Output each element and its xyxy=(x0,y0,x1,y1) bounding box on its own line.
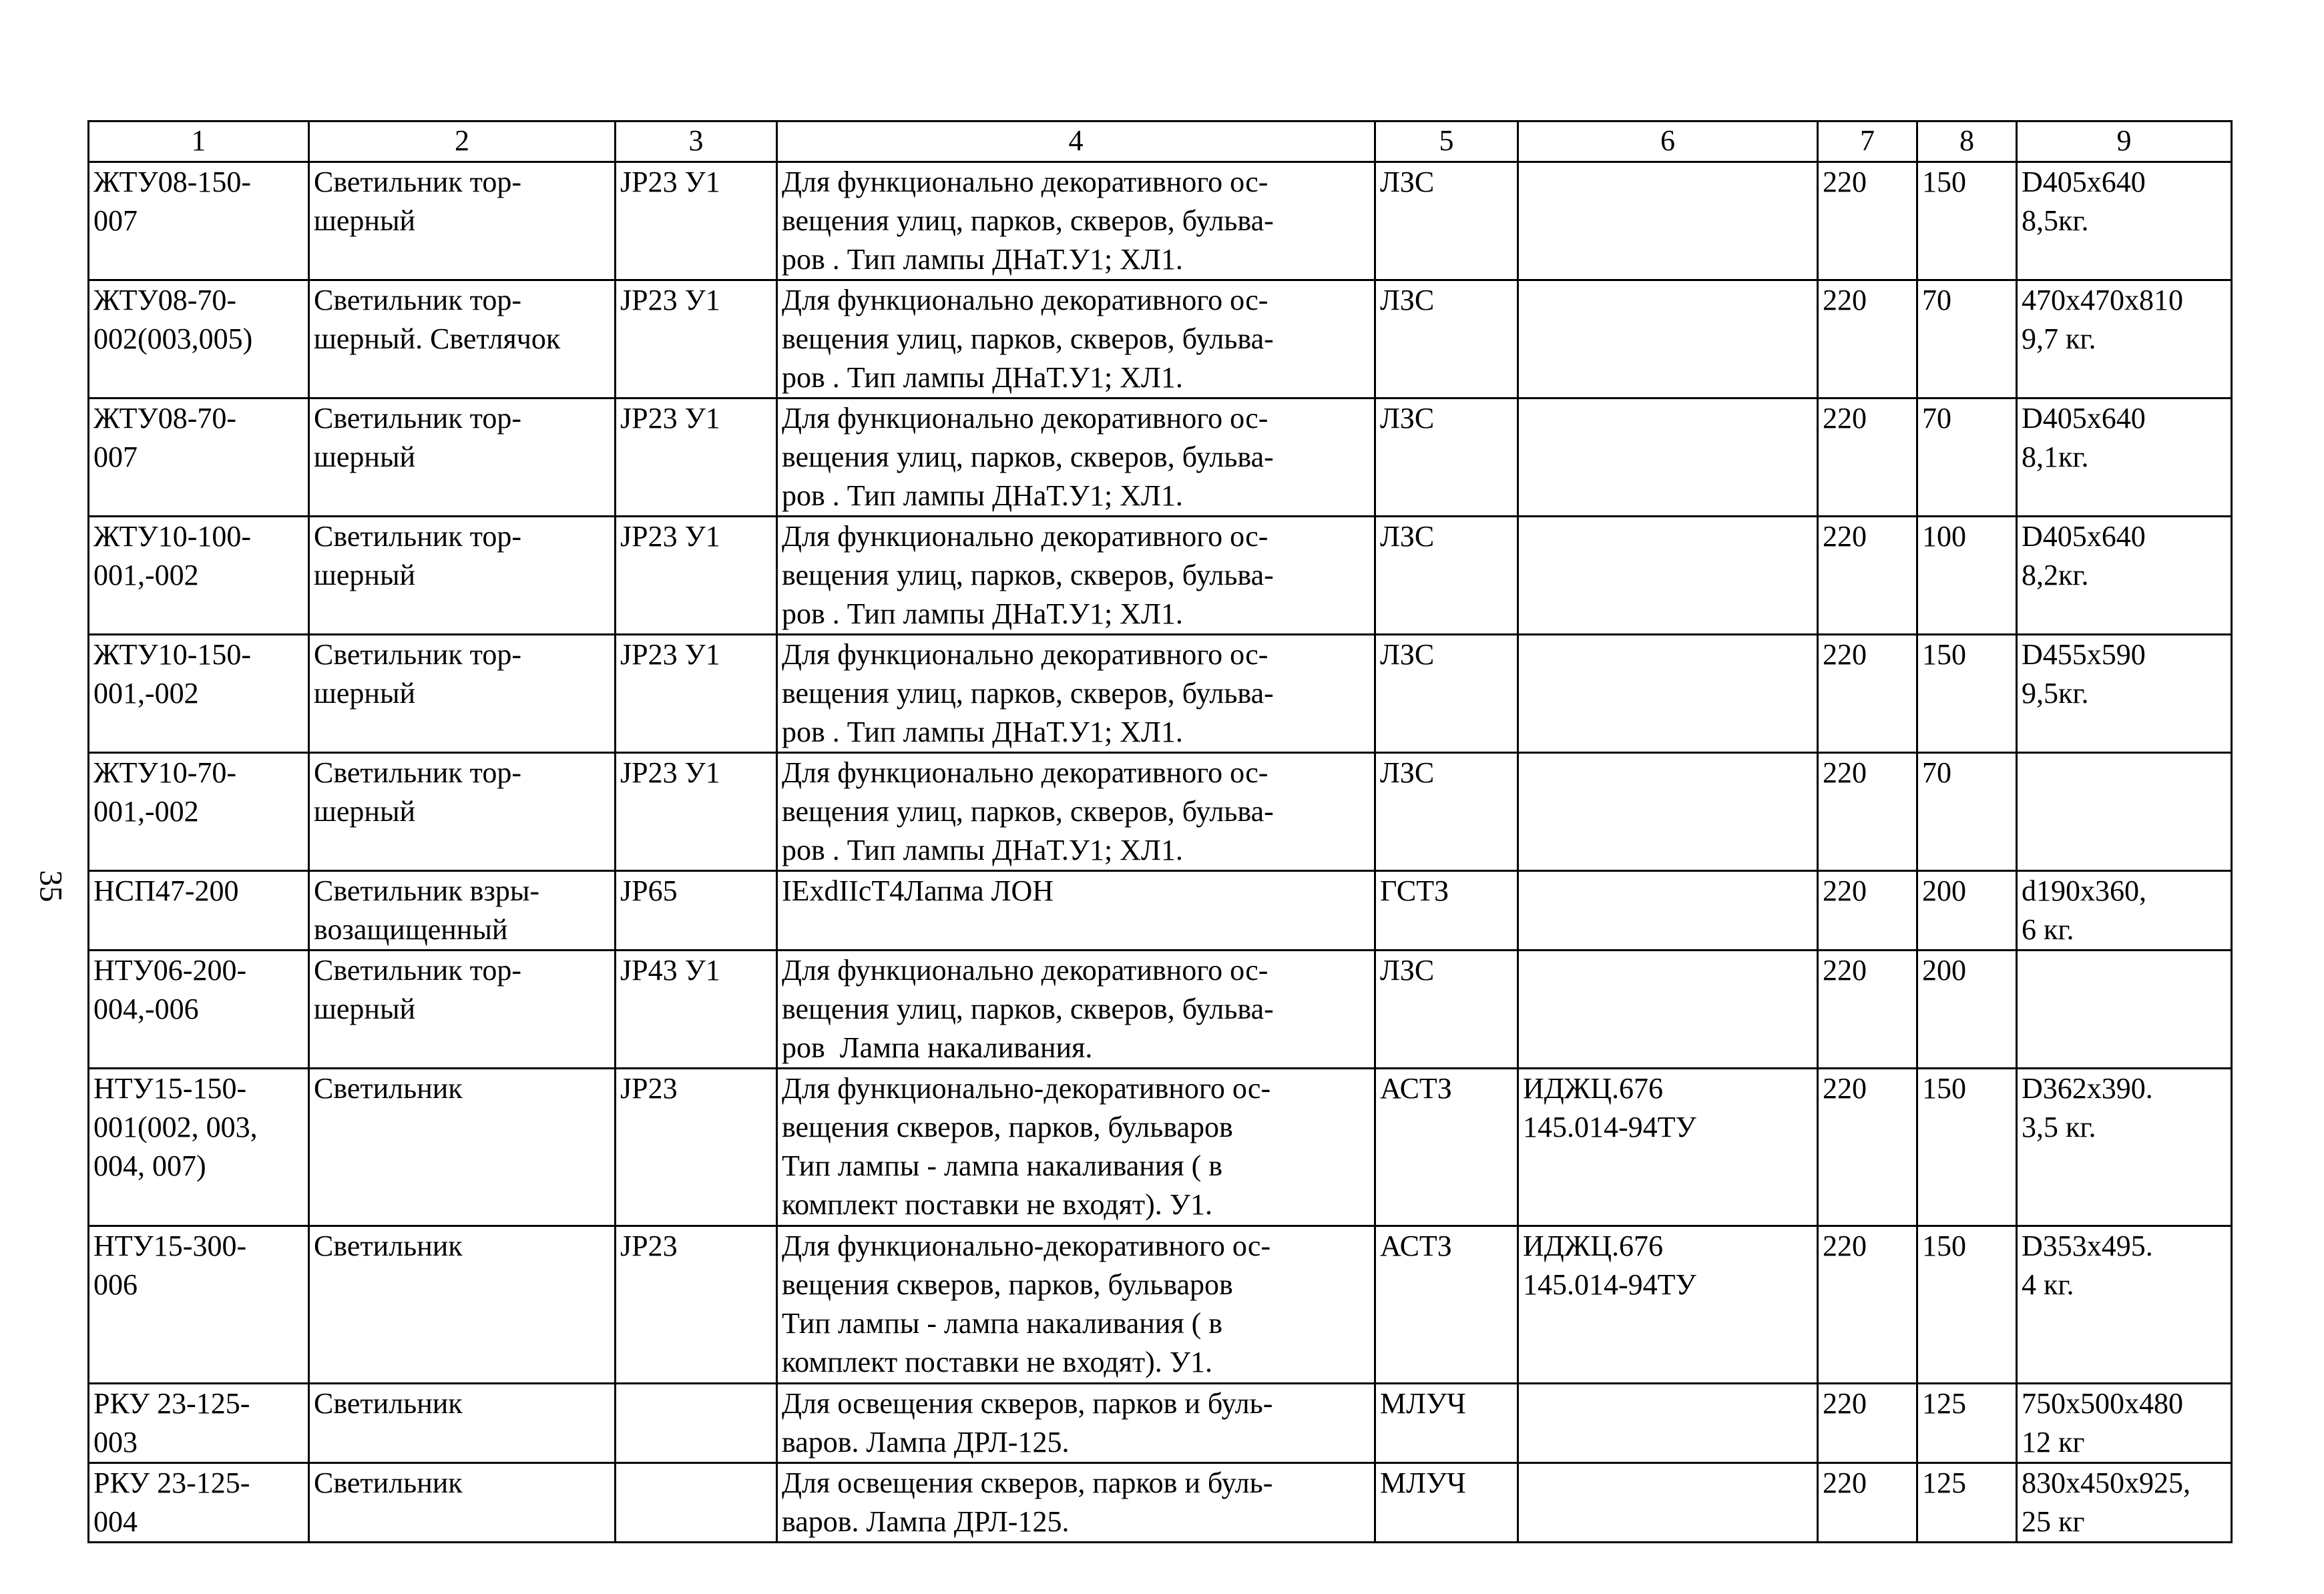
cell-designation: НТУ15-300- 006 xyxy=(89,1226,309,1384)
table-row xyxy=(89,871,2232,951)
cell-power: 125 xyxy=(1917,1384,2017,1463)
cell-power: 70 xyxy=(1917,398,2017,517)
table-row xyxy=(89,1384,2232,1463)
column-header-7: 7 xyxy=(1818,121,1917,162)
cell-designation: НТУ06-200- 004,-006 xyxy=(89,951,309,1069)
cell-manufacturer: ЛЗС xyxy=(1375,280,1518,398)
cell-spec-document xyxy=(1518,871,1818,951)
cell-manufacturer: ЛЗС xyxy=(1375,635,1518,753)
cell-name: Светильник тор- шерный xyxy=(309,635,616,753)
cell-manufacturer: ГСТЗ xyxy=(1375,871,1518,951)
table-row xyxy=(89,517,2232,635)
column-header-1: 1 xyxy=(89,121,309,162)
cell-power: 150 xyxy=(1917,1069,2017,1226)
cell-power: 150 xyxy=(1917,635,2017,753)
cell-power: 100 xyxy=(1917,517,2017,635)
cell-voltage: 220 xyxy=(1818,1069,1917,1226)
cell-name: Светильник xyxy=(309,1226,616,1384)
luminaire-spec-table xyxy=(87,120,2233,1543)
column-header-2: 2 xyxy=(309,121,616,162)
cell-spec-document xyxy=(1518,280,1818,398)
cell-dimensions: d190x360, 6 кг. xyxy=(2017,871,2232,951)
cell-dimensions: 750x500x480 12 кг xyxy=(2017,1384,2232,1463)
cell-name: Светильник тор- шерный xyxy=(309,162,616,280)
cell-voltage: 220 xyxy=(1818,1384,1917,1463)
cell-voltage: 220 xyxy=(1818,162,1917,280)
cell-description: Для функционально декоративного ос- вещения улиц, парков, скверов, бульва- ров . Тип лампы ДНаТ.У1; ХЛ1. xyxy=(777,398,1375,517)
cell-designation: РКУ 23-125- 003 xyxy=(89,1384,309,1463)
cell-manufacturer: ЛЗС xyxy=(1375,398,1518,517)
cell-name: Светильник тор- шерный xyxy=(309,753,616,871)
cell-designation: ЖТУ10-150- 001,-002 xyxy=(89,635,309,753)
cell-spec-document xyxy=(1518,162,1818,280)
cell-voltage: 220 xyxy=(1818,753,1917,871)
table-row xyxy=(89,753,2232,871)
cell-manufacturer: АСТЗ xyxy=(1375,1226,1518,1384)
cell-spec-document xyxy=(1518,753,1818,871)
table-row xyxy=(89,398,2232,517)
cell-description: Для функционально декоративного ос- вещения улиц, парков, скверов, бульва- ров . Тип лампы ДНаТ.У1; ХЛ1. xyxy=(777,162,1375,280)
cell-description: Для освещения скверов, парков и буль- варов. Лампа ДРЛ-125. xyxy=(777,1463,1375,1543)
cell-dimensions: D455x590 9,5кг. xyxy=(2017,635,2232,753)
cell-name: Светильник тор- шерный xyxy=(309,951,616,1069)
table-row xyxy=(89,1069,2232,1226)
table-row xyxy=(89,162,2232,280)
cell-spec-document xyxy=(1518,398,1818,517)
cell-designation: НСП47-200 xyxy=(89,871,309,951)
column-header-9: 9 xyxy=(2017,121,2232,162)
cell-spec-document xyxy=(1518,517,1818,635)
cell-description: Для функционально декоративного ос- вещения улиц, парков, скверов, бульва- ров . Тип лампы ДНаТ.У1; ХЛ1. xyxy=(777,280,1375,398)
column-header-6: 6 xyxy=(1518,121,1818,162)
cell-manufacturer: МЛУЧ xyxy=(1375,1384,1518,1463)
cell-protection: JP23 У1 xyxy=(616,753,777,871)
cell-power: 150 xyxy=(1917,162,2017,280)
cell-manufacturer: ЛЗС xyxy=(1375,162,1518,280)
cell-protection: JP65 xyxy=(616,871,777,951)
cell-designation: ЖТУ10-70- 001,-002 xyxy=(89,753,309,871)
table-row xyxy=(89,1226,2232,1384)
cell-spec-document xyxy=(1518,1463,1818,1543)
cell-protection: JP23 xyxy=(616,1069,777,1226)
cell-protection: JP23 У1 xyxy=(616,162,777,280)
cell-spec-document: ИДЖЦ.676 145.014-94ТУ xyxy=(1518,1226,1818,1384)
cell-protection: JP23 У1 xyxy=(616,398,777,517)
column-header-3: 3 xyxy=(616,121,777,162)
column-header-4: 4 xyxy=(777,121,1375,162)
column-header-8: 8 xyxy=(1917,121,2017,162)
cell-voltage: 220 xyxy=(1818,871,1917,951)
cell-protection xyxy=(616,1463,777,1543)
cell-name: Светильник xyxy=(309,1069,616,1226)
cell-protection: JP23 У1 xyxy=(616,517,777,635)
cell-description: Для функционально декоративного ос- вещения улиц, парков, скверов, бульва- ров Лампа накаливания. xyxy=(777,951,1375,1069)
cell-manufacturer: АСТЗ xyxy=(1375,1069,1518,1226)
table-row xyxy=(89,951,2232,1069)
cell-designation: РКУ 23-125- 004 xyxy=(89,1463,309,1543)
cell-dimensions: 470x470x810 9,7 кг. xyxy=(2017,280,2232,398)
cell-description: Для функционально декоративного ос- вещения улиц, парков, скверов, бульва- ров . Тип лампы ДНаТ.У1; ХЛ1. xyxy=(777,635,1375,753)
cell-protection: JP43 У1 xyxy=(616,951,777,1069)
cell-power: 200 xyxy=(1917,951,2017,1069)
cell-dimensions: D362x390. 3,5 кг. xyxy=(2017,1069,2232,1226)
cell-designation: НТУ15-150- 001(002, 003, 004, 007) xyxy=(89,1069,309,1226)
cell-name: Светильник xyxy=(309,1463,616,1543)
cell-name: Светильник тор- шерный xyxy=(309,517,616,635)
cell-voltage: 220 xyxy=(1818,1463,1917,1543)
cell-spec-document xyxy=(1518,1384,1818,1463)
header-row xyxy=(89,121,2232,162)
cell-dimensions: D353x495. 4 кг. xyxy=(2017,1226,2232,1384)
cell-spec-document: ИДЖЦ.676 145.014-94ТУ xyxy=(1518,1069,1818,1226)
cell-designation: ЖТУ08-70- 007 xyxy=(89,398,309,517)
cell-protection: JP23 У1 xyxy=(616,280,777,398)
cell-dimensions: D405x640 8,2кг. xyxy=(2017,517,2232,635)
cell-voltage: 220 xyxy=(1818,951,1917,1069)
cell-description: Для функционально декоративного ос- вещения улиц, парков, скверов, бульва- ров . Тип лампы ДНаТ.У1; ХЛ1. xyxy=(777,753,1375,871)
cell-manufacturer: ЛЗС xyxy=(1375,753,1518,871)
cell-spec-document xyxy=(1518,951,1818,1069)
cell-protection: JP23 У1 xyxy=(616,635,777,753)
cell-designation: ЖТУ10-100- 001,-002 xyxy=(89,517,309,635)
cell-description: IExdIIcT4Лапма ЛОН xyxy=(777,871,1375,951)
cell-description: Для функционально-декоративного ос- вещения скверов, парков, бульваров Тип лампы - лампа накаливания ( в комплект поставки не входят). У1. xyxy=(777,1226,1375,1384)
table-row xyxy=(89,635,2232,753)
table-row xyxy=(89,280,2232,398)
cell-power: 70 xyxy=(1917,753,2017,871)
cell-voltage: 220 xyxy=(1818,517,1917,635)
cell-power: 125 xyxy=(1917,1463,2017,1543)
cell-description: Для функционально-декоративного ос- вещения скверов, парков, бульваров Тип лампы - лампа накаливания ( в комплект поставки не входят). У1. xyxy=(777,1069,1375,1226)
column-header-5: 5 xyxy=(1375,121,1518,162)
cell-dimensions: D405x640 8,5кг. xyxy=(2017,162,2232,280)
cell-dimensions: D405x640 8,1кг. xyxy=(2017,398,2232,517)
cell-power: 70 xyxy=(1917,280,2017,398)
cell-voltage: 220 xyxy=(1818,398,1917,517)
cell-protection xyxy=(616,1384,777,1463)
page-number: 35 xyxy=(33,870,69,902)
cell-protection: JP23 xyxy=(616,1226,777,1384)
cell-voltage: 220 xyxy=(1818,280,1917,398)
cell-designation: ЖТУ08-70- 002(003,005) xyxy=(89,280,309,398)
cell-manufacturer: МЛУЧ xyxy=(1375,1463,1518,1543)
cell-dimensions xyxy=(2017,951,2232,1069)
cell-name: Светильник xyxy=(309,1384,616,1463)
cell-voltage: 220 xyxy=(1818,635,1917,753)
cell-dimensions: 830x450x925, 25 кг xyxy=(2017,1463,2232,1543)
cell-name: Светильник тор- шерный xyxy=(309,398,616,517)
cell-description: Для освещения скверов, парков и буль- варов. Лампа ДРЛ-125. xyxy=(777,1384,1375,1463)
cell-voltage: 220 xyxy=(1818,1226,1917,1384)
cell-power: 150 xyxy=(1917,1226,2017,1384)
cell-spec-document xyxy=(1518,635,1818,753)
cell-description: Для функционально декоративного ос- вещения улиц, парков, скверов, бульва- ров . Тип лампы ДНаТ.У1; ХЛ1. xyxy=(777,517,1375,635)
table-row xyxy=(89,1463,2232,1543)
cell-name: Светильник тор- шерный. Светлячок xyxy=(309,280,616,398)
cell-manufacturer: ЛЗС xyxy=(1375,517,1518,635)
cell-power: 200 xyxy=(1917,871,2017,951)
cell-manufacturer: ЛЗС xyxy=(1375,951,1518,1069)
cell-dimensions xyxy=(2017,753,2232,871)
cell-name: Светильник взры- возащищенный xyxy=(309,871,616,951)
cell-designation: ЖТУ08-150- 007 xyxy=(89,162,309,280)
